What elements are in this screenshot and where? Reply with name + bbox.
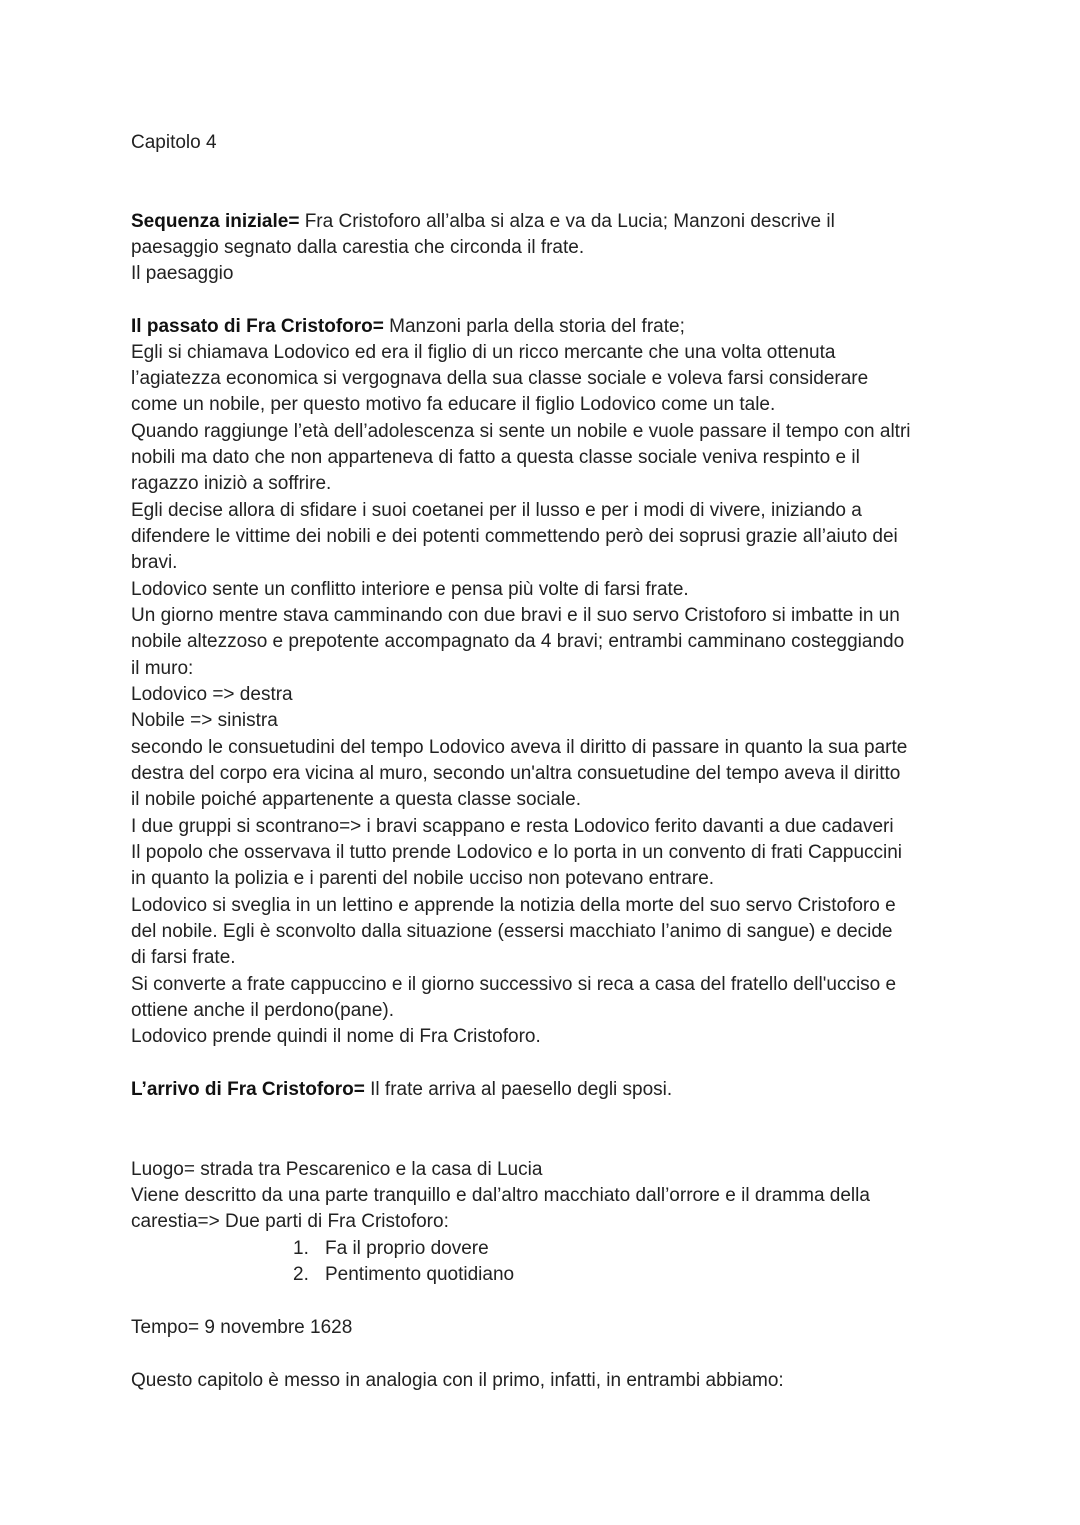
- passato-line: I due gruppi si scontrano=> i bravi scappano e resta Lodovico ferito davanti a due cadaveri: [131, 816, 894, 837]
- seq-line-3: Il paesaggio: [131, 263, 234, 284]
- passato-line: Egli decise allora di sfidare i suoi coetanei per il lusso e per i modi di vivere, iniziando a: [131, 500, 862, 521]
- passato-heading: Il passato di Fra Cristoforo=: [131, 316, 384, 337]
- passato-line: il nobile poiché appartenente a questa classe sociale.: [131, 789, 581, 810]
- seq-text: Fra Cristoforo all’alba si alza e va da Lucia; Manzoni descrive il: [299, 211, 835, 232]
- final-line: Questo capitolo è messo in analogia con il primo, infatti, in entrambi abbiamo:: [131, 1370, 784, 1391]
- passato-line: l’agiatezza economica si vergognava della sua classe sociale e voleva farsi considerare: [131, 368, 869, 389]
- passato-line: difendere le vittime dei nobili e dei potenti commettendo però dei soprusi grazie all’aiuto dei: [131, 526, 898, 547]
- tempo-line: Tempo= 9 novembre 1628: [131, 1317, 353, 1338]
- passato-line: il muro:: [131, 658, 194, 679]
- arrivo-text: Il frate arriva al paesello degli sposi.: [364, 1079, 673, 1100]
- passato-line: in quanto la polizia e i parenti del nobile ucciso non potevano entrare.: [131, 868, 715, 889]
- passato-line: ottiene anche il perdono(pane).: [131, 1000, 395, 1021]
- passato-line: Lodovico si sveglia in un lettino e apprende la notizia della morte del suo servo Cristoforo e: [131, 895, 896, 916]
- list-number: 2.: [293, 1264, 309, 1285]
- list-item: [293, 1236, 489, 1262]
- passato-line-0: [131, 314, 685, 340]
- passato-line: Quando raggiunge l’età dell’adolescenza si sente un nobile e vuole passare il tempo con altri: [131, 421, 911, 442]
- passato-line: del nobile. Egli è sconvolto dalla situazione (essersi macchiato l’animo di sangue) e decide: [131, 921, 893, 942]
- list-text: Pentimento quotidiano: [325, 1264, 515, 1285]
- list-text: Fa il proprio dovere: [325, 1238, 489, 1259]
- list-item: [293, 1262, 514, 1288]
- luogo-line-2: Viene descritto da una parte tranquillo e dal’altro macchiato dall’orrore e il dramma della: [131, 1185, 870, 1206]
- passato-line: Lodovico sente un conflitto interiore e pensa più volte di farsi frate.: [131, 579, 689, 600]
- arrivo-line: [131, 1077, 672, 1103]
- passato-line: come un nobile, per questo motivo fa educare il figlio Lodovico come un tale.: [131, 394, 776, 415]
- passato-line: secondo le consuetudini del tempo Lodovico aveva il diritto di passare in quanto la sua parte: [131, 737, 908, 758]
- passato-text: Manzoni parla della storia del frate;: [383, 316, 685, 337]
- passato-line: Si converte a frate cappuccino e il giorno successivo si reca a casa del fratello dell'ucciso e: [131, 974, 897, 995]
- passato-line: nobili ma dato che non apparteneva di fatto a questa classe sociale veniva respinto e il: [131, 447, 860, 468]
- seq-line-2: paesaggio segnato dalla carestia che circonda il frate.: [131, 237, 585, 258]
- passato-line: nobile altezzoso e prepotente accompagnato da 4 bravi; entrambi camminano costeggiando: [131, 631, 905, 652]
- luogo-line-3: carestia=> Due parti di Fra Cristoforo:: [131, 1211, 449, 1232]
- passato-line: Lodovico prende quindi il nome di Fra Cristoforo.: [131, 1026, 541, 1047]
- seq-line-1: [131, 209, 835, 235]
- passato-line: destra del corpo era vicina al muro, secondo un'altra consuetudine del tempo aveva il diritto: [131, 763, 901, 784]
- passato-line: bravi.: [131, 552, 178, 573]
- seq-heading: Sequenza iniziale=: [131, 211, 300, 232]
- passato-line: Il popolo che osservava il tutto prende Lodovico e lo porta in un convento di frati Cappuccini: [131, 842, 903, 863]
- passato-line: ragazzo iniziò a soffrire.: [131, 473, 332, 494]
- passato-line: Egli si chiamava Lodovico ed era il figlio di un ricco mercante che una volta ottenuta: [131, 342, 836, 363]
- luogo-line-1: Luogo= strada tra Pescarenico e la casa di Lucia: [131, 1159, 543, 1180]
- list-number: 1.: [293, 1238, 309, 1259]
- chapter-title: Capitolo 4: [131, 132, 217, 153]
- passato-line: di farsi frate.: [131, 947, 236, 968]
- passato-line: Un giorno mentre stava camminando con due bravi e il suo servo Cristoforo si imbatte in un: [131, 605, 900, 626]
- passato-line: Lodovico => destra: [131, 684, 293, 705]
- arrivo-heading: L’arrivo di Fra Cristoforo=: [131, 1079, 365, 1100]
- passato-line: Nobile => sinistra: [131, 710, 278, 731]
